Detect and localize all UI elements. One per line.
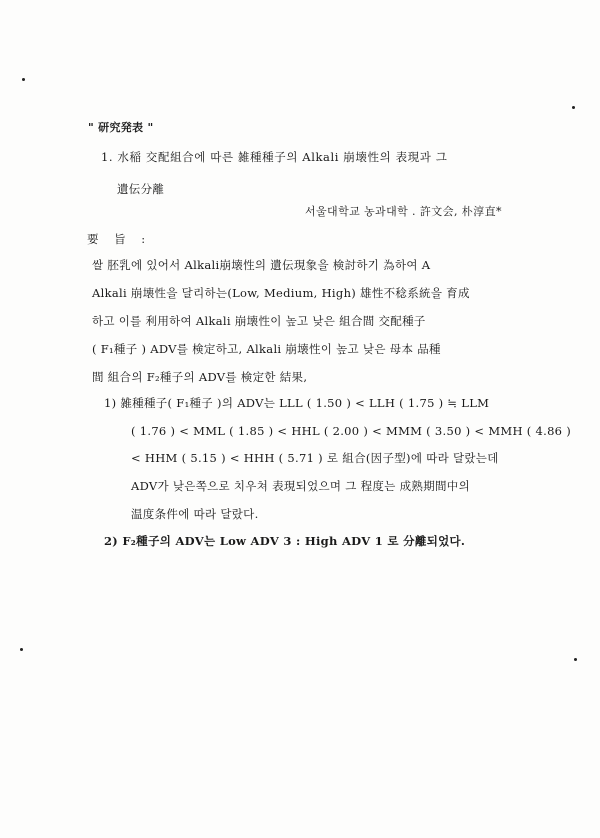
paper-title-line-1: 1. 水稲 交配組合에 따른 雑種種子의 Alkali 崩壊性의 表現과 그 [101, 150, 448, 164]
author-affiliation: 서울대학교 농과대학 . 許文会, 朴淳直* [305, 205, 502, 218]
result-1-line: ADV가 낮은쪽으로 치우쳐 表現되었으며 그 程度는 成熟期間中의 [131, 479, 471, 493]
summary-line: 쌀 胚乳에 있어서 Alkali崩壊性의 遺伝現象을 検討하기 為하여 A [92, 258, 431, 272]
result-2-line: 2) F₂種子의 ADV는 Low ADV 3 : High ADV 1 로 分離되었다. [104, 534, 466, 548]
summary-line: 하고 이를 利用하여 Alkali 崩壊性이 높고 낮은 組合間 交配種子 [92, 314, 426, 328]
section-heading: " 研究発表 " [88, 121, 154, 134]
scan-speck [572, 106, 575, 109]
summary-heading: 要 旨 : [87, 232, 152, 246]
summary-line: 間 組合의 F₂種子의 ADV를 検定한 結果, [92, 370, 308, 384]
result-1-line: 1) 雑種種子( F₁種子 )의 ADV는 LLL ( 1.50 ) < LLH ( 1.75 ) ≒ LLM [104, 396, 490, 410]
result-1-line: ( 1.76 ) < MML ( 1.85 ) < HHL ( 2.00 ) < MMM ( 3.50 ) < MMH ( 4.86 ) [131, 424, 572, 438]
summary-line: ( F₁種子 ) ADV를 検定하고, Alkali 崩壊性이 높고 낮은 母本 品種 [92, 342, 441, 356]
result-1-line: 温度条件에 따라 달랐다. [131, 507, 259, 521]
paper-title-line-2: 遺伝分離 [117, 182, 165, 196]
scan-speck [574, 658, 577, 661]
summary-line: Alkali 崩壊性을 달리하는(Low, Medium, High) 雄性不稔系統을 育成 [92, 286, 470, 300]
scan-speck [20, 648, 23, 651]
scan-speck [22, 78, 25, 81]
result-1-line: < HHM ( 5.15 ) < HHH ( 5.71 ) 로 組合(因子型)에 따라 달랐는데 [131, 451, 499, 465]
